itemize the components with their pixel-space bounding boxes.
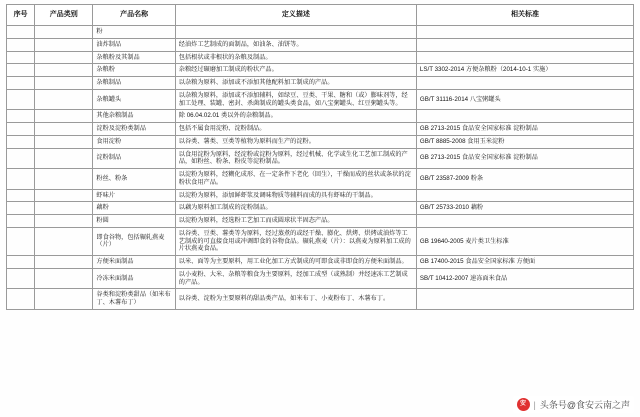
cell-standard: GB 19640-2005 麦片类卫生标准 (416, 227, 633, 255)
cell-category (35, 38, 93, 51)
cell-standard (416, 51, 633, 64)
cell-definition: 以淀粉为原料，添加鲜虾浆及调味物质等辅料而成的具有虾味的干制品。 (175, 189, 416, 202)
cell-standard (416, 215, 633, 228)
table-row (7, 227, 634, 255)
cell-no (7, 189, 35, 202)
table-row (7, 77, 634, 90)
cell-definition: 以淀粉为原料，经糊化成形、在一定条件下老化（回生），干燥而成的丝状或条状的淀粉状食用产品。 (175, 169, 416, 190)
cell-category (35, 64, 93, 77)
cell-category (35, 123, 93, 136)
cell-definition: 包括不属食用淀粉、淀粉制品。 (175, 123, 416, 136)
table-row (7, 189, 634, 202)
cell-name: 粉丝、粉条 (93, 169, 175, 190)
table-row (7, 64, 634, 77)
cell-no (7, 51, 35, 64)
cell-standard (416, 26, 633, 39)
table-row (7, 215, 634, 228)
cell-standard: LS/T 3302-2014 方便杂粮粉（2014-10-1 实施） (416, 64, 633, 77)
column-header-no: 序号 (7, 5, 35, 26)
column-header-standard: 相关标准 (416, 5, 633, 26)
cell-no (7, 148, 35, 169)
table-row (7, 123, 634, 136)
cell-definition: 以谷类、豆类、薯类等为原料，经过蒸煮的或经干燥、膨化、烘烤、烘烤或油炸等工艺制成的可直接食用或冲调即食的谷物食品。辗轧燕麦（片）：以燕麦为原料加工成的片状燕麦食品。 (175, 227, 416, 255)
cell-category (35, 227, 93, 255)
cell-no (7, 135, 35, 148)
column-header-name: 产品名称 (93, 5, 175, 26)
table-row (7, 169, 634, 190)
cell-name: 其他杂粮制品 (93, 110, 175, 123)
cell-definition: 经油炸工艺制成的面制品，如油条、油饼等。 (175, 38, 416, 51)
watermark-logo-icon: 安 (517, 398, 530, 411)
cell-definition: 以杂粮为原料、添加或不添加其他配料加工制成的产品。 (175, 77, 416, 90)
cell-definition: 以淀粉为原料，经选粉工艺加工而成圆球状半固态产品。 (175, 215, 416, 228)
cell-category (35, 268, 93, 289)
cell-definition: 除 06.04.02.01 类以外的杂粮制品。 (175, 110, 416, 123)
cell-name: 藕粉 (93, 202, 175, 215)
table-row (7, 289, 634, 310)
cell-name: 淀粉及淀粉类制品 (93, 123, 175, 136)
cell-category (35, 135, 93, 148)
cell-standard (416, 289, 633, 310)
cell-no (7, 123, 35, 136)
cell-name: 食用淀粉 (93, 135, 175, 148)
cell-definition: 以谷类、薯类、豆类等植物为原料而生产的淀粉。 (175, 135, 416, 148)
product-category-table (6, 4, 634, 310)
cell-standard: GB 2713-2015 食品安全国家标准 淀粉制品 (416, 123, 633, 136)
cell-name: 粉 (93, 26, 175, 39)
cell-no (7, 38, 35, 51)
cell-name: 虾味片 (93, 189, 175, 202)
cell-standard (416, 110, 633, 123)
cell-standard: GB/T 31116-2014 八宝粥罐头 (416, 89, 633, 110)
cell-definition: 以谷类、淀粉为主要原料的甜品类产品，如米布丁、小麦粉布丁、木薯布丁。 (175, 289, 416, 310)
table-row (7, 256, 634, 269)
cell-name: 粉圆 (93, 215, 175, 228)
table-header (7, 5, 634, 26)
cell-category (35, 148, 93, 169)
cell-no (7, 289, 35, 310)
table-body (7, 26, 634, 310)
cell-standard (416, 77, 633, 90)
cell-category (35, 289, 93, 310)
cell-name: 即食谷物，包括辗轧燕麦（片） (93, 227, 175, 255)
cell-category (35, 51, 93, 64)
watermark-separator: | (533, 399, 536, 410)
column-header-definition: 定义描述 (175, 5, 416, 26)
cell-standard: GB 17400-2015 食品安全国家标准 方便面 (416, 256, 633, 269)
cell-name: 杂粮粉 (93, 64, 175, 77)
cell-no (7, 227, 35, 255)
table-row (7, 26, 634, 39)
cell-category (35, 256, 93, 269)
cell-name: 冷冻米面制品 (93, 268, 175, 289)
table-row (7, 51, 634, 64)
cell-category (35, 89, 93, 110)
cell-name: 谷类和淀粉类甜品（如米布丁、木薯布丁） (93, 289, 175, 310)
cell-definition: 以小麦粉、大米、杂粮等粮食为主要原料，经加工成型（或熟制）并经速冻工艺制成的产品。 (175, 268, 416, 289)
table-row (7, 135, 634, 148)
cell-name: 淀粉制品 (93, 148, 175, 169)
cell-category (35, 169, 93, 190)
cell-definition: 以食用淀粉为原料，经淀粉或淀粉为原料，经过机械、化学或生化工艺加工制成的产品，如粉丝、粉条、粉皮等淀粉制品。 (175, 148, 416, 169)
cell-no (7, 110, 35, 123)
cell-standard (416, 38, 633, 51)
cell-standard: GB 2713-2015 食品安全国家标准 淀粉制品 (416, 148, 633, 169)
cell-definition: 以杂粮为原料，添加或不添加辅料，如绿豆、豆类、干果、糖和（或）膨味剂等，经加工处理、装罐、密封、杀菌制成的罐头类食品，如八宝粥罐头、红豆粥罐头等。 (175, 89, 416, 110)
cell-category (35, 215, 93, 228)
table-row (7, 202, 634, 215)
table-header-row (7, 5, 634, 26)
cell-name: 油炸制品 (93, 38, 175, 51)
table-row (7, 110, 634, 123)
cell-no (7, 89, 35, 110)
cell-category (35, 110, 93, 123)
cell-category (35, 77, 93, 90)
cell-category (35, 26, 93, 39)
cell-standard (416, 189, 633, 202)
table-row (7, 38, 634, 51)
cell-no (7, 64, 35, 77)
cell-no (7, 169, 35, 190)
cell-category (35, 202, 93, 215)
cell-standard: SB/T 10412-2007 速冻面米食品 (416, 268, 633, 289)
cell-no (7, 268, 35, 289)
cell-standard: GB/T 23587-2009 粉条 (416, 169, 633, 190)
cell-name: 杂粮罐头 (93, 89, 175, 110)
cell-category (35, 189, 93, 202)
table-row (7, 268, 634, 289)
cell-definition: 杂粮经过碾磨加工制成的粉状产品。 (175, 64, 416, 77)
cell-standard: GB/T 25733-2010 藕粉 (416, 202, 633, 215)
cell-definition: 以藕为原料加工制成的淀粉制品。 (175, 202, 416, 215)
cell-name: 方便米面制品 (93, 256, 175, 269)
column-header-category: 产品类别 (35, 5, 93, 26)
watermark-label: 头条号@食安云南之声 (539, 400, 630, 410)
cell-standard: GB/T 8885-2008 食用玉米淀粉 (416, 135, 633, 148)
watermark (513, 396, 634, 413)
cell-definition: 以米、面等为主要原料，用工业化加工方式制成的可即食或非即食的方便米面制品。 (175, 256, 416, 269)
cell-no (7, 77, 35, 90)
cell-no (7, 256, 35, 269)
table-row (7, 89, 634, 110)
cell-no (7, 26, 35, 39)
cell-name: 杂粮制品 (93, 77, 175, 90)
cell-definition (175, 26, 416, 39)
cell-no (7, 202, 35, 215)
cell-no (7, 215, 35, 228)
cell-definition: 包括根状或非根状的杂粮及制品。 (175, 51, 416, 64)
cell-name: 杂粮粉及其制品 (93, 51, 175, 64)
table-row (7, 148, 634, 169)
